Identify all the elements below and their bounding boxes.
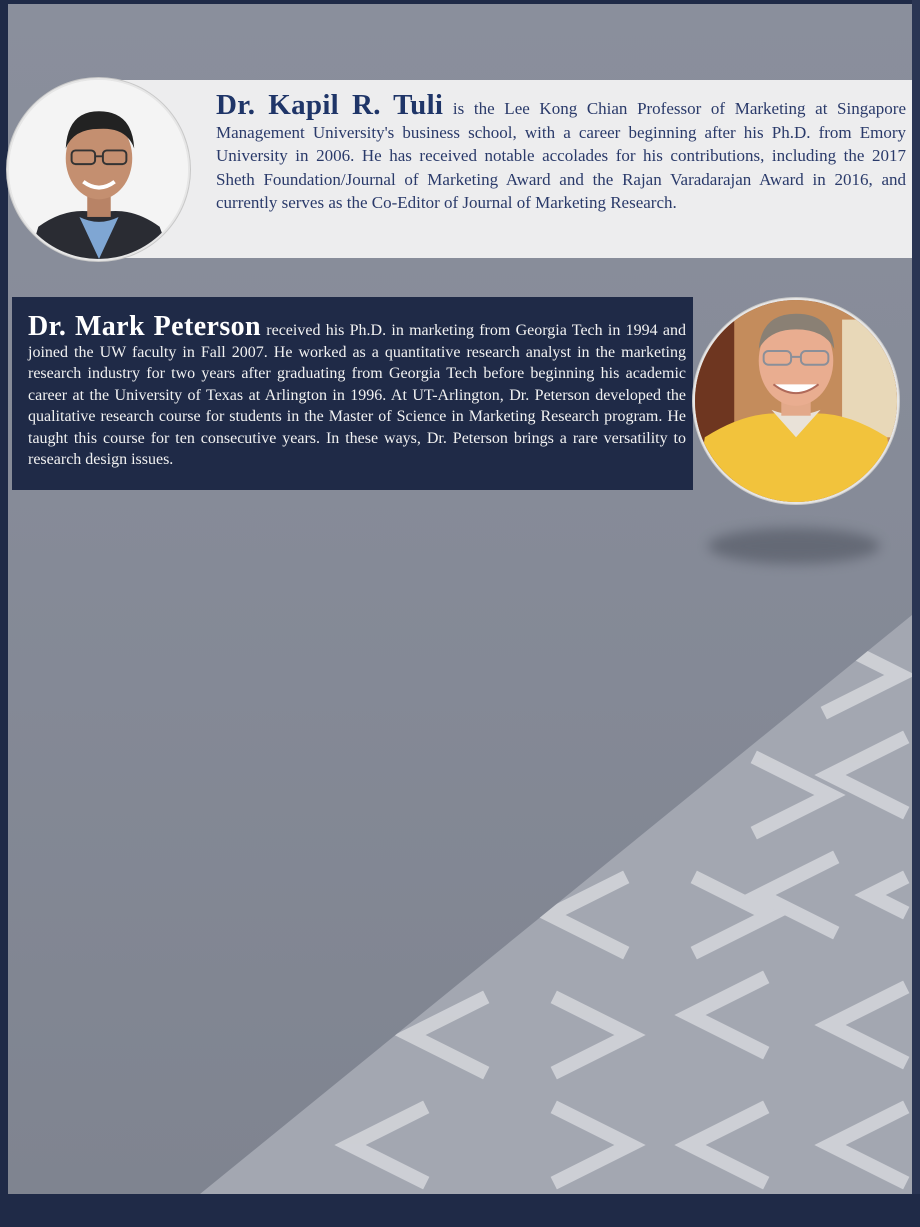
name-peterson: Dr. Mark Peterson [28, 311, 262, 342]
bio-peterson [28, 311, 686, 471]
right-frame-edge [912, 0, 920, 1227]
bio-text-peterson: received his Ph.D. in marketing from Georgia Tech in 1994 and joined the UW faculty in Fall 2007. He worked as a quantitative research analyst in the marketing research industry for two years after graduating from Georgia Tech before beginning his academic career at the University of Texas at Arlington in 1996. At UT-Arlington, Dr. Peterson developed the qualitative research course for students in the Master of Science in Marketing Research program. He taught this course for ten consecutive years. In these ways, Dr. Peterson brings a rare versatility to research design issues. [28, 322, 686, 468]
name-tuli: Dr. Kapil R. Tuli [216, 89, 444, 121]
portrait-shadow [708, 528, 880, 564]
left-frame-edge [0, 0, 8, 1227]
bio-text-tuli: is the Lee Kong Chian Professor of Marketing at Singapore Management University's business school, with a career beginning after his Ph.D. from Emory University in 2006. He has received notable accolades for his contributions, including the 2017 Sheth Foundation/Journal of Marketing Award and the Rajan Varadarajan Award in 2016, and currently serves as the Co-Editor of Journal of Marketing Research. [216, 99, 906, 212]
portrait-peterson [693, 298, 899, 504]
bottom-band [0, 1194, 920, 1227]
portrait-tuli [7, 78, 190, 261]
bio-tuli [216, 89, 906, 215]
